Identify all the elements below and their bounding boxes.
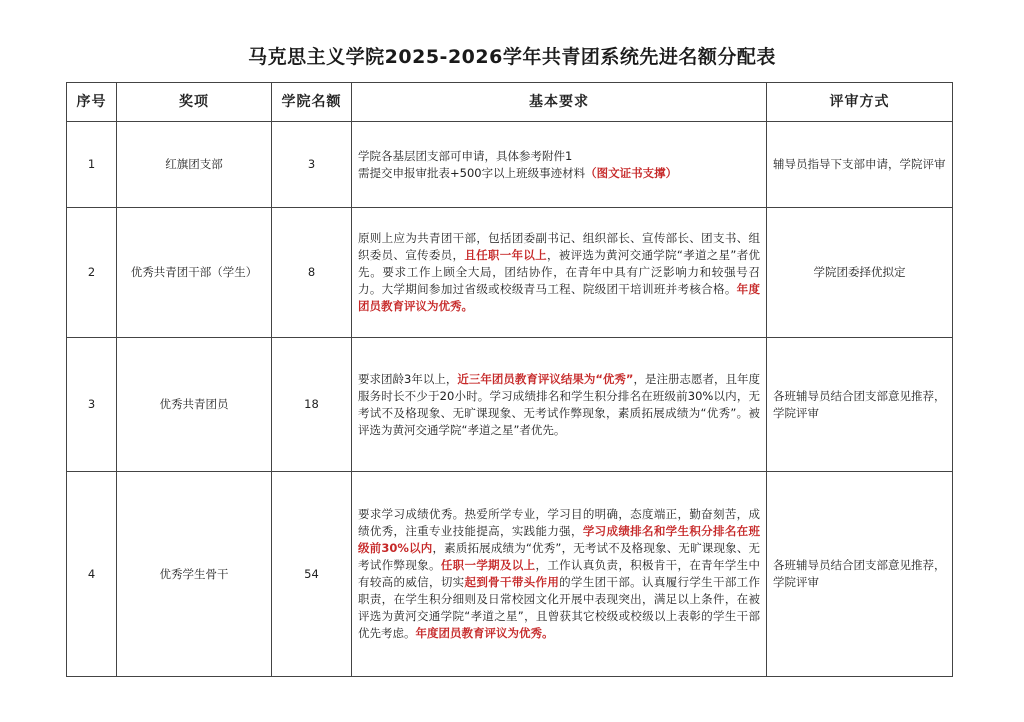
req-highlight: 年度团员教育评议为优秀。	[415, 626, 554, 640]
table-row	[67, 122, 953, 208]
row-award: 优秀共青团干部（学生）	[117, 208, 272, 338]
req-text: 学院各基层团支部可申请，具体参考附件1	[358, 148, 573, 163]
req-highlight: 且任职一年以上	[464, 248, 547, 262]
req-text: ，工作认真负责，积极肯干，在青年学生中有较高的威信，切实	[358, 558, 761, 589]
row-quota: 54	[272, 472, 352, 677]
req-highlight: 年度团员教育评议为优秀。	[358, 282, 761, 313]
row-index: 3	[67, 338, 117, 472]
table-row	[67, 472, 953, 677]
row-quota: 3	[272, 122, 352, 208]
row-index: 4	[67, 472, 117, 677]
header-index: 序号	[67, 83, 117, 122]
req-highlight: （图文证书支撑）	[585, 165, 678, 180]
row-requirements	[352, 208, 767, 338]
req-text: ，被评选为黄河交通学院“孝道之星”者优先。要求工作上顾全大局，团结协作，在青年中具有广泛影响力和较强号召力。大学期间参加过省级或校级青马工程、院级团干培训班并考核合格。	[358, 248, 761, 296]
req-text: ，是注册志愿者，且年度服务时长不少于20小时。学习成绩排名和学生积分排名在班级前30%以内，无考试不及格现象、无旷课现象、无考试作弊现象，素质拓展成绩为“优秀”。被评选为黄河交通学院“孝道之星”者优先。	[358, 371, 760, 437]
req-text: ，素质拓展成绩为“优秀”，无考试不及格现象、无旷课现象、无考试作弊现象。	[358, 541, 760, 572]
row-review: 各班辅导员结合团支部意见推荐，学院评审	[767, 472, 953, 677]
row-requirements	[352, 338, 767, 472]
row-quota: 18	[272, 338, 352, 472]
quota-table	[66, 82, 953, 677]
header-requirements: 基本要求	[352, 83, 767, 122]
row-review: 学院团委择优拟定	[767, 208, 953, 338]
header-award: 奖项	[117, 83, 272, 122]
header-quota: 学院名额	[272, 83, 352, 122]
page-title: 马克思主义学院2025-2026学年共青团系统先进名额分配表	[248, 46, 776, 68]
row-review: 各班辅导员结合团支部意见推荐，学院评审	[767, 338, 953, 472]
header-review: 评审方式	[767, 83, 953, 122]
req-text: 的学生团干部。认真履行学生干部工作职责，在学生积分细则及日常校园文化开展中表现突出，满足以上条件，在被评选为黄河交通学院“孝道之星”，且曾获其它校级或校级以上表彰的学生干部优先考虑。	[358, 575, 761, 640]
table-row	[67, 338, 953, 472]
table-row	[67, 208, 953, 338]
table-header-row	[67, 83, 953, 122]
row-index: 2	[67, 208, 117, 338]
row-requirements	[352, 122, 767, 208]
row-index: 1	[67, 122, 117, 208]
req-highlight: 任职一学期及以上	[440, 558, 536, 572]
req-text: 要求团龄3年以上，	[358, 371, 458, 386]
row-review: 辅导员指导下支部申请，学院评审	[767, 122, 953, 208]
req-text: 需提交申报审批表+500字以上班级事迹材料	[358, 165, 586, 180]
req-highlight: 近三年团员教育评议结果为“优秀”	[457, 371, 634, 386]
row-requirements	[352, 472, 767, 677]
row-quota: 8	[272, 208, 352, 338]
row-award: 红旗团支部	[117, 122, 272, 208]
req-highlight: 学习成绩排名和学生积分排名在班级前30%以内	[358, 524, 761, 555]
row-award: 优秀学生骨干	[117, 472, 272, 677]
row-award: 优秀共青团员	[117, 338, 272, 472]
req-highlight: 起到骨干带头作用	[464, 575, 560, 589]
req-text: 要求学习成绩优秀。热爱所学专业，学习目的明确，态度端正，勤奋刻苦，成绩优秀，注重专业技能提高，实践能力强，	[358, 507, 760, 538]
req-text: 原则上应为共青团干部，包括团委副书记、组织部长、宣传部长、团支书、组织委员、宣传委员，	[358, 231, 760, 262]
